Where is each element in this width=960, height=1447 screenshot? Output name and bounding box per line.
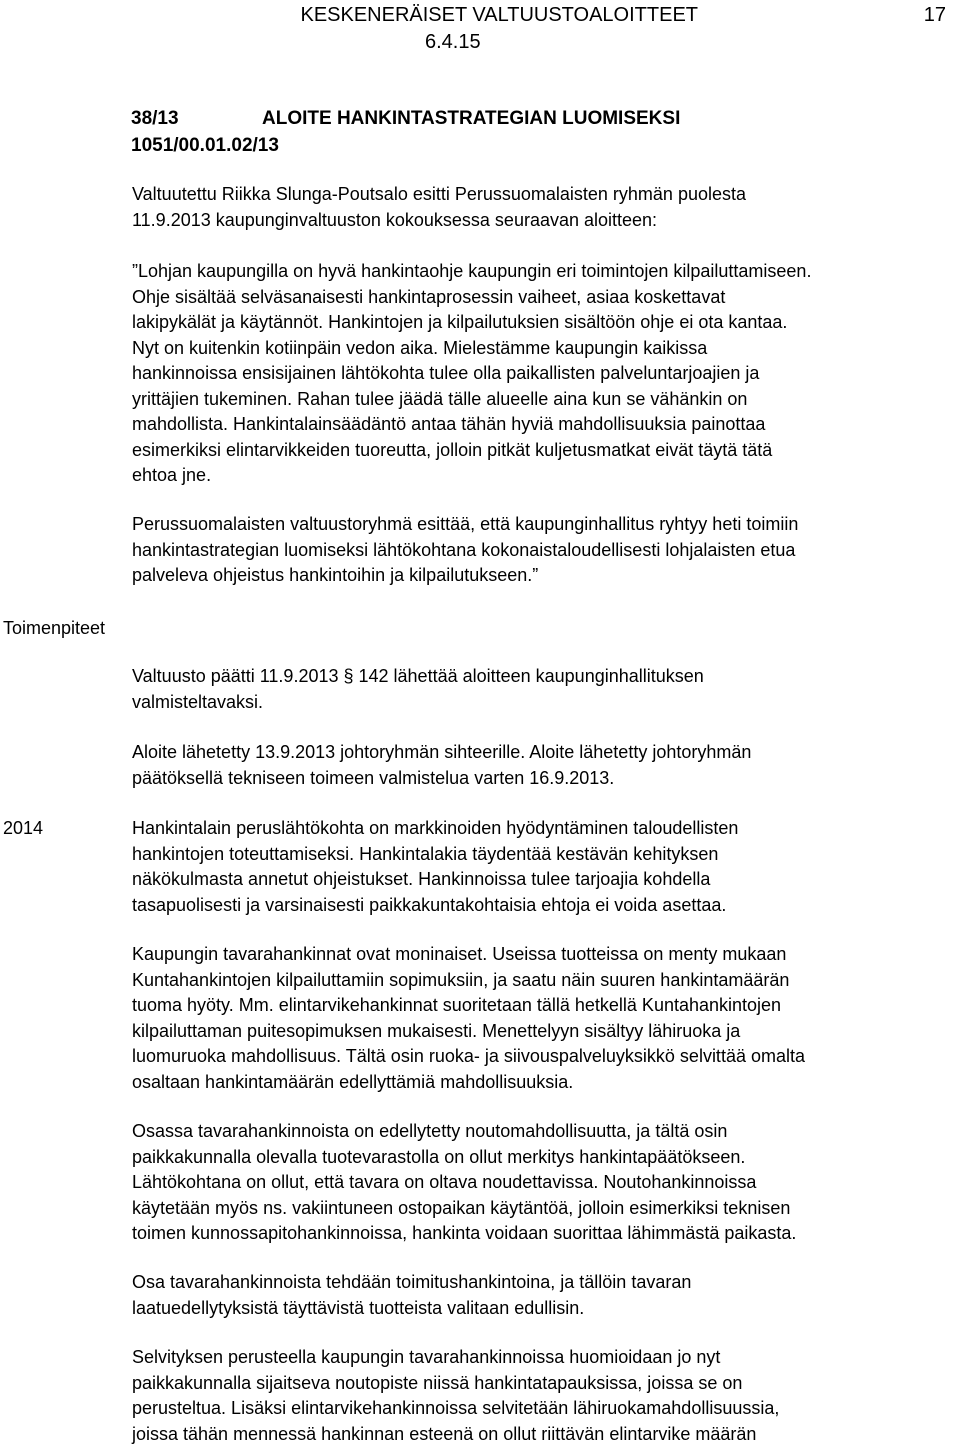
text-line: Lähtökohtana on ollut, että tavara on oltava noudettavissa. Noutohankinnoissa bbox=[132, 1170, 942, 1196]
text-line: laatuedellytyksistä täyttävistä tuotteista valitaan edullisin. bbox=[132, 1296, 942, 1322]
text-line: Nyt on kuitenkin kotiinpäin vedon aika. Mielestämme kaupungin kaikissa bbox=[132, 336, 942, 362]
text-line: perusteltua. Lisäksi elintarvikehankinnoissa selvitetään lähiruokamahdollisuussia, bbox=[132, 1396, 942, 1422]
text-line: näkökulmasta annetut ohjeistukset. Hankinnoissa tulee tarjoajia kohdella bbox=[132, 867, 942, 893]
page-number: 17 bbox=[924, 2, 946, 28]
text-line: hankinnoissa ensisijainen lähtökohta tulee olla paikallisten palveluntarjoajien ja bbox=[132, 361, 942, 387]
text-line: ”Lohjan kaupungilla on hyvä hankintaohje kaupungin eri toimintojen kilpailuttamiseen. bbox=[132, 259, 942, 285]
forwarded-paragraph bbox=[132, 740, 942, 791]
text-line: Valtuusto päätti 11.9.2013 § 142 lähettää aloitteen kaupunginhallituksen bbox=[132, 664, 942, 690]
text-line: luomuruoka mahdollisuus. Tältä osin ruoka- ja siivouspalveluyksikkö selvittää omalta bbox=[132, 1044, 942, 1070]
text-line: Valtuutettu Riikka Slunga-Poutsalo esitti Perussuomalaisten ryhmän puolesta bbox=[132, 182, 942, 208]
paragraph-2014-4 bbox=[132, 1270, 942, 1321]
text-line: mahdollista. Hankintalainsäädäntö antaa tähän hyviä mahdollisuuksia painottaa bbox=[132, 412, 942, 438]
text-line: päätöksellä tekniseen toimeen valmistelua varten 16.9.2013. bbox=[132, 766, 942, 792]
text-line: Kaupungin tavarahankinnat ovat moninaiset. Useissa tuotteissa on menty mukaan bbox=[132, 942, 942, 968]
decision-paragraph bbox=[132, 664, 942, 715]
text-line: valmisteltavaksi. bbox=[132, 690, 942, 716]
text-line: Selvityksen perusteella kaupungin tavarahankinnoissa huomioidaan jo nyt bbox=[132, 1345, 942, 1371]
text-line: toimen kunnossapitohankinnoissa, hankinta voidaan suorittaa lähimmästä paikasta. bbox=[132, 1221, 942, 1247]
document-date: 6.4.15 bbox=[425, 29, 481, 55]
text-line: hankintastrategian luomiseksi lähtökohtana kokonaistaloudellisesti lohjalaisten etua bbox=[132, 538, 942, 564]
proposal-paragraph bbox=[132, 512, 942, 589]
text-line: osaltaan hankintamäärän edellyttämiä mahdollisuuksia. bbox=[132, 1070, 942, 1096]
text-line: käytetään myös ns. vakiintuneen ostopaikan käytäntöä, jolloin esimerkiksi teknisen bbox=[132, 1196, 942, 1222]
text-line: yrittäjien tukeminen. Rahan tulee jäädä tälle alueelle aina kun se vähänkin on bbox=[132, 387, 942, 413]
text-line: tasapuolisesti ja varsinaisesti paikkakuntakohtaisia ehtoja ei voida asettaa. bbox=[132, 893, 942, 919]
text-line: joissa tähän mennessä hankinnan esteenä on ollut riittävän elintarvike määrän bbox=[132, 1422, 942, 1447]
paragraph-2014-5 bbox=[132, 1345, 942, 1447]
intro-paragraph bbox=[132, 182, 942, 233]
text-line: 11.9.2013 kaupunginvaltuuston kokouksessa seuraavan aloitteen: bbox=[132, 208, 942, 234]
text-line: Osassa tavarahankinnoista on edellytetty noutomahdollisuutta, ja tältä osin bbox=[132, 1119, 942, 1145]
record-code: 1051/00.01.02/13 bbox=[131, 133, 279, 159]
text-line: paikkakunnalla sijaitseva noutopiste niissä hankintatapauksissa, joissa se on bbox=[132, 1371, 942, 1397]
text-line: Kuntahankintojen kilpailuttamiin sopimuksiin, ja saatu näin suuren hankintamäärän bbox=[132, 968, 942, 994]
case-number: 38/13 bbox=[131, 106, 179, 132]
paragraph-2014-3 bbox=[132, 1119, 942, 1247]
text-line: esimerkiksi elintarvikkeiden tuoreutta, jolloin pitkät kuljetusmatkat eivät täytä tätä bbox=[132, 438, 942, 464]
year-label: 2014 bbox=[3, 816, 43, 842]
text-line: palveleva ohjeistus hankintoihin ja kilpailutukseen.” bbox=[132, 563, 942, 589]
text-line: tuoma hyöty. Mm. elintarvikehankinnat suoritetaan tällä hetkellä Kuntahankintojen bbox=[132, 993, 942, 1019]
paragraph-2014-2 bbox=[132, 942, 942, 1095]
text-line: Ohje sisältää selväsanaisesti hankintaprosessin vaiheet, asiaa koskettavat bbox=[132, 285, 942, 311]
text-line: paikkakunnalla olevalla tuotevarastolla on ollut merkitys hankintapäätökseen. bbox=[132, 1145, 942, 1171]
text-line: lakipykälät ja käytännöt. Hankintojen ja kilpailutuksien sisältöön ohje ei ota kantaa. bbox=[132, 310, 942, 336]
document-title: KESKENERÄISET VALTUUSTOALOITTEET bbox=[300, 2, 698, 28]
text-line: hankintojen toteuttamiseksi. Hankintalakia täydentää kestävän kehityksen bbox=[132, 842, 942, 868]
text-line: Hankintalain peruslähtökohta on markkinoiden hyödyntäminen taloudellisten bbox=[132, 816, 942, 842]
motion-quote bbox=[132, 259, 942, 489]
text-line: ehtoa jne. bbox=[132, 463, 942, 489]
case-title: ALOITE HANKINTASTRATEGIAN LUOMISEKSI bbox=[262, 106, 680, 132]
actions-label: Toimenpiteet bbox=[3, 616, 105, 642]
text-line: Perussuomalaisten valtuustoryhmä esittää, että kaupunginhallitus ryhtyy heti toimiin bbox=[132, 512, 942, 538]
paragraph-2014-1 bbox=[132, 816, 942, 918]
text-line: Aloite lähetetty 13.9.2013 johtoryhmän sihteerille. Aloite lähetetty johtoryhmän bbox=[132, 740, 942, 766]
text-line: kilpailuttaman puitesopimuksen mukaisesti. Menettelyyn sisältyy lähiruoka ja bbox=[132, 1019, 942, 1045]
text-line: Osa tavarahankinnoista tehdään toimitushankintoina, ja tällöin tavaran bbox=[132, 1270, 942, 1296]
